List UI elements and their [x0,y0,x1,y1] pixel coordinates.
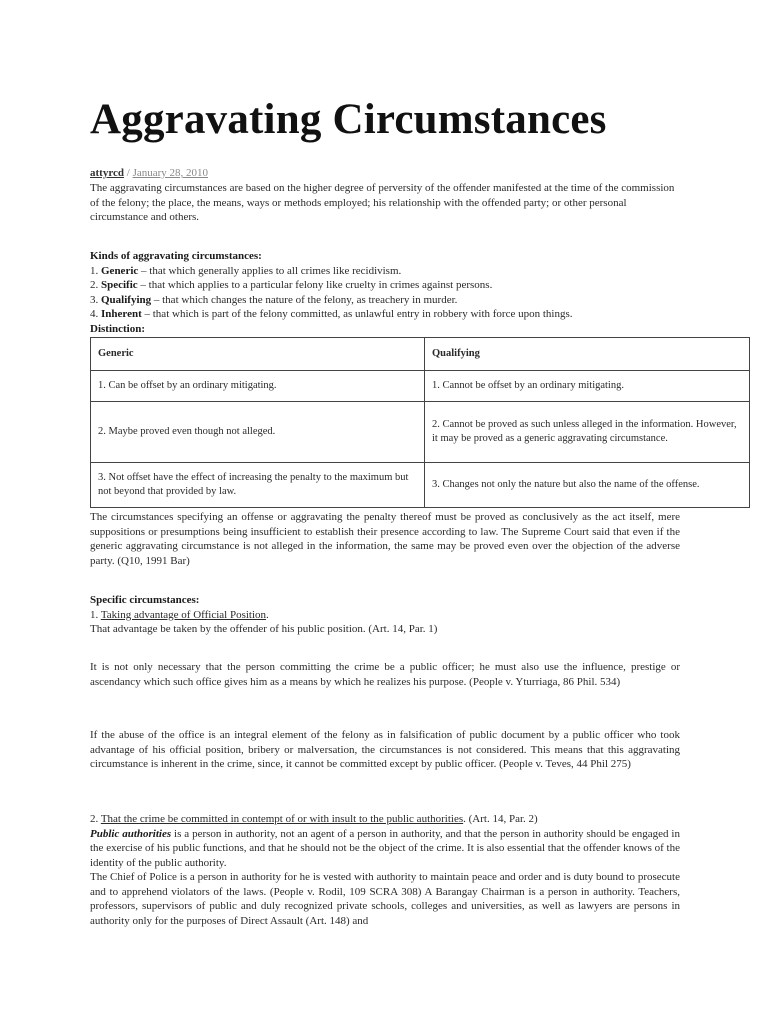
specific-section: Specific circumstances: 1. Taking advantage of Official Position. That advantage be taken by the offender of his public position. (Art. 14, Par. 1) [90,594,438,635]
distinction-table [90,337,750,508]
table-row [91,402,750,463]
item2-title: That the crime be committed in contempt of or with insult to the public authorities [100,813,464,825]
kinds-heading: Kinds of aggravating circumstances: [90,250,262,262]
table-header-row [91,338,750,371]
public-authorities-section: 2. That the crime be committed in contempt of or with insult to the public authorities. (Art. 14, Par. 2) Public authorities is a person in authority, not an agent of a person in authority, and that the person in authority should be engaged in the exercise of his public functions, and that he should not be the object of the crime. It is also essential that the offender knows of the identity of the public authority. The Chief of Police is a person in authority for he is vested with authority to maintain peace and order and is duty bound to prosecute and to apprehend violators of the laws. (People v. Rodil, 109 SCRA 308) A Barangay Chairman is a person in authority. Teachers, professors, supervisors of public and duly recognized private schools, colleges and universities, as well as lawyers are persons in authority only for the purposes of Direct Assault (Art. 148) and [90,813,680,927]
post-meta [90,166,680,181]
date-link[interactable]: January 28, 2010 [132,167,209,179]
table-header-cell: Qualifying [425,338,750,371]
page-title: Aggravating Circumstances [90,96,607,143]
meta-separator: / [126,167,130,179]
after-table-paragraph: The circumstances specifying an offense or aggravating the penalty thereof must be proved as conclusively as the act itself, mere suppositions or presumptions being insufficient to establish their presence according to law. The Supreme Court said that even if the generic aggravating circumstance is not alleged in the information, the same may be proved even over the objection of the adverse party. (Q10, 1991 Bar) [90,511,680,567]
kinds-item: 2. Specific – that which applies to a particular felony like cruelty in crimes against persons. [90,279,493,291]
kinds-item: 1. Generic – that which generally applies to all crimes like recidivism. [90,264,402,277]
table-cell: 1. Can be offset by an ordinary mitigating. [91,371,425,402]
abuse-of-office-paragraph: If the abuse of the office is an integral element of the felony as in falsification of public document by a public officer who took advantage of his official position, bribery or malversation, the circumstances is not considered. This means that this aggravating circumstance is inherent in the crime, since, it cannot be committed except by public officer. (People v. Teves, 44 Phil 275) [90,729,680,770]
kinds-item: 4. Inherent – that which is part of the felony committed, as unlawful entry in robbery with force upon things. [90,308,573,320]
public-authorities-term: Public authorities [90,827,172,840]
table-cell: 2. Cannot be proved as such unless alleged in the information. However, it may be proved as a generic aggravating circumstance. [425,402,750,463]
item1-description: That advantage be taken by the offender of his public position. (Art. 14, Par. 1) [90,623,438,635]
distinction-heading: Distinction: [90,322,145,335]
author-link[interactable]: attyrcd [90,167,125,179]
table-cell: 1. Cannot be offset by an ordinary mitigating. [425,371,750,402]
chief-of-police-paragraph: The Chief of Police is a person in authority for he is vested with authority to maintain peace and order and is duty bound to prosecute and to apprehend violators of the laws. (People v. Rodil, 109 SCRA 308) A Barangay Chairman is a person in authority. Teachers, professors, supervisors of public and duly recognized private schools, colleges and universities, as well as lawyers are persons in authority only for the purposes of Direct Assault (Art. 148) and [90,871,680,927]
public-authorities-text: is a person in authority, not an agent of a person in authority, and that the person in authority should be engaged in the exercise of his public functions, and that he should not be the object of the crime. It is also essential that the offender knows of the identity of the public authority. [90,827,680,869]
specific-heading: Specific circumstances: [90,594,200,606]
intro-paragraph: The aggravating circumstances are based on the higher degree of perversity of the offender manifested at the time of the commission of the felony; the place, the means, ways or methods employed; his relationship with the offended party; or other personal circumstance and others. [90,182,675,223]
table-cell: 3. Changes not only the nature but also the name of the offense. [425,463,750,508]
table-cell: 2. Maybe proved even though not alleged. [91,402,425,463]
item1-title: Taking advantage of Official Position [100,608,267,621]
table-header-cell: Generic [91,338,425,371]
table-row [91,463,750,508]
kinds-item: 3. Qualifying – that which changes the nature of the felony, as treachery in murder. [90,293,458,306]
table-cell: 3. Not offset have the effect of increasing the penalty to the maximum but not beyond that provided by law. [91,463,425,508]
official-position-paragraph: It is not only necessary that the person committing the crime be a public officer; he must also use the influence, prestige or ascendancy which such office gives him as a means by which he realizes his purpose. (People v. Yturriaga, 86 Phil. 534) [90,661,680,688]
kinds-section [90,249,680,336]
table-row [91,371,750,402]
